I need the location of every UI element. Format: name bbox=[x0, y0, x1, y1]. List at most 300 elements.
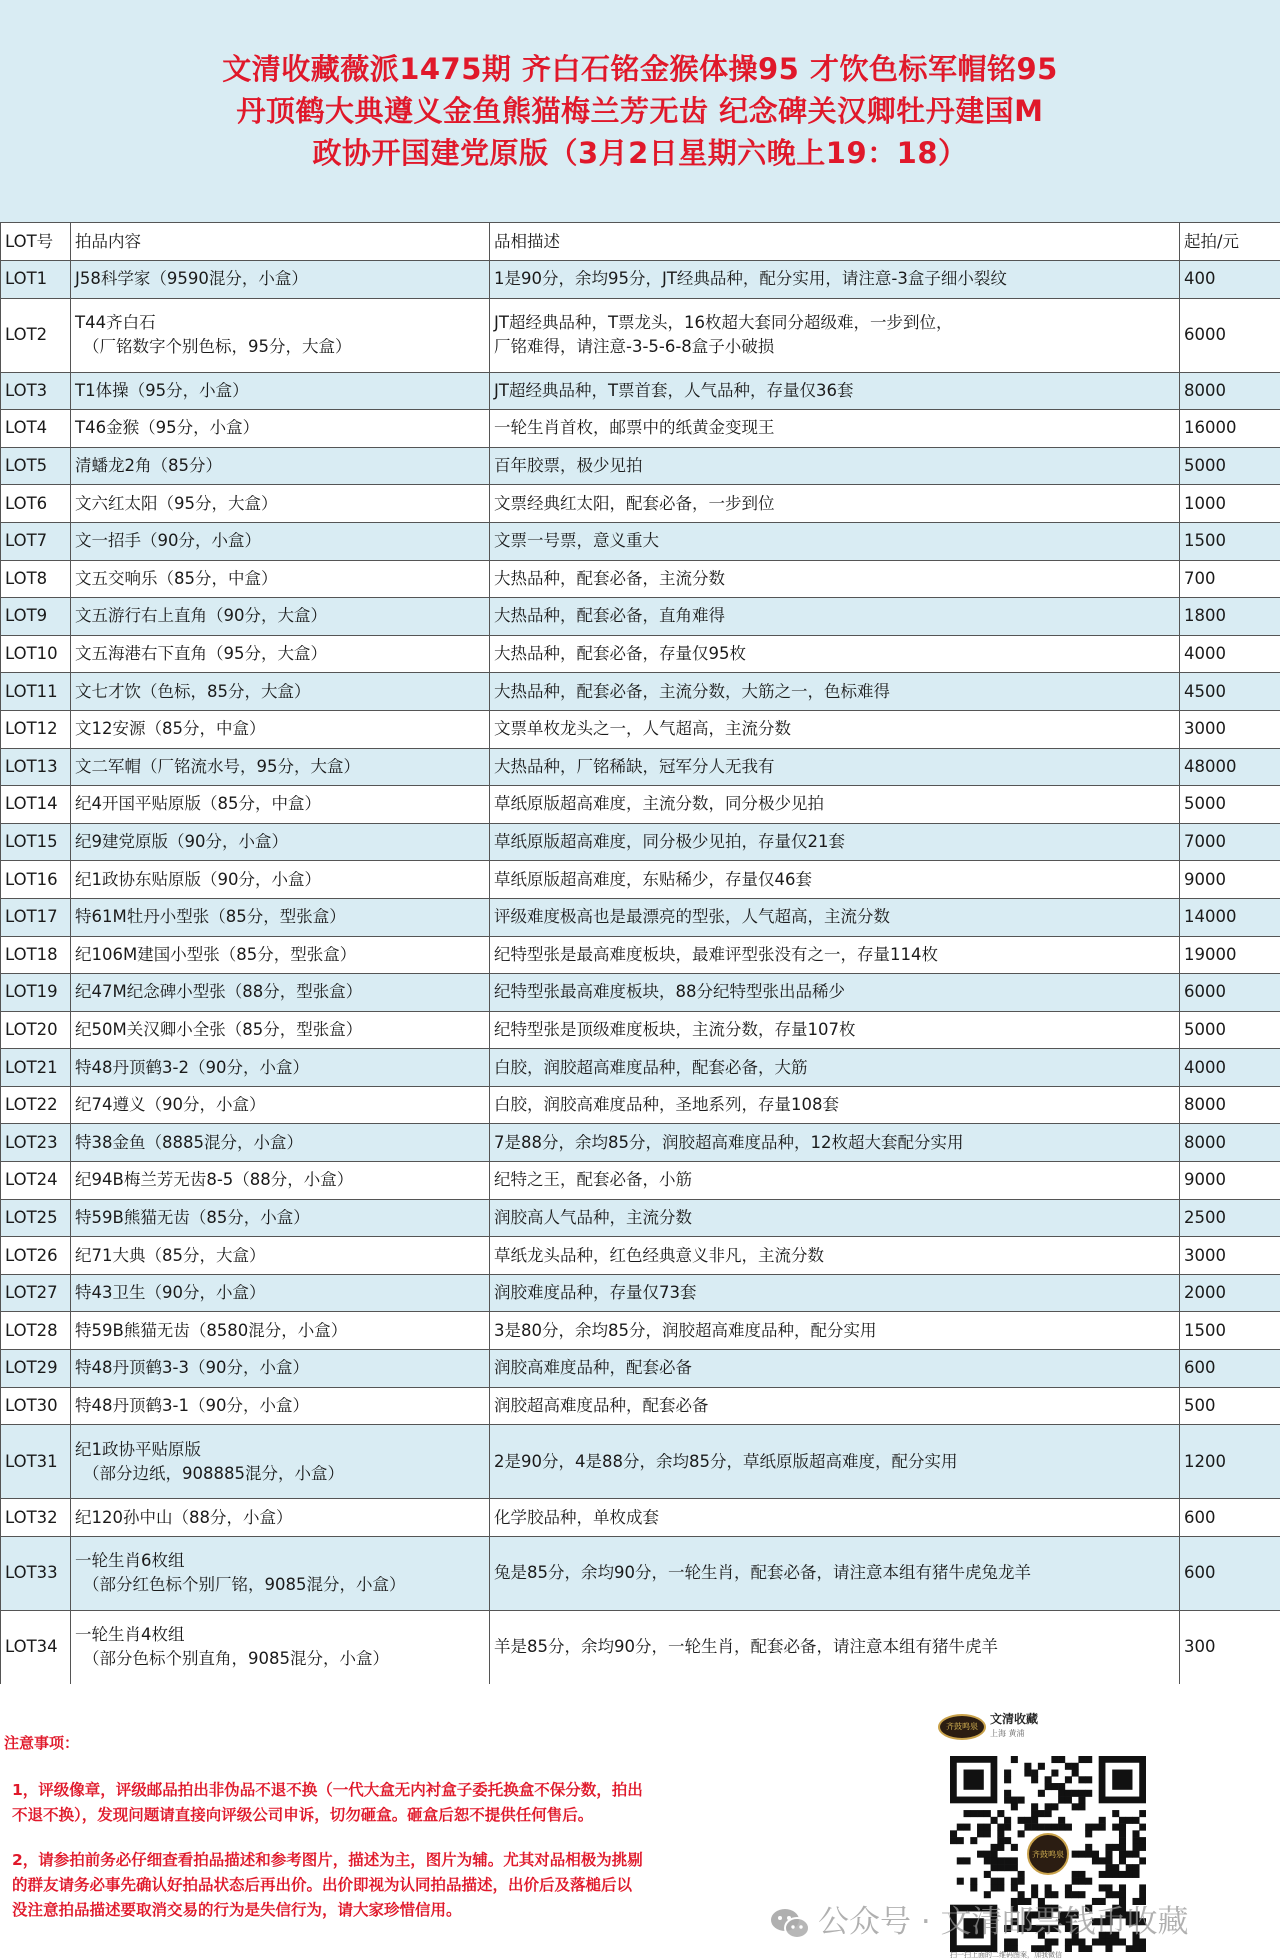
notes-section bbox=[0, 1684, 1280, 1959]
qr-caption: 扫一扫上面的二维码图案，加我微信 bbox=[950, 1950, 1146, 1960]
lot-desc: 文票一号票，意义重大 bbox=[494, 529, 1175, 553]
lot-item-detail: （部分边纸，908885混分，小盒） bbox=[75, 1462, 485, 1486]
lot-item-cell bbox=[71, 522, 490, 560]
lot-number-cell bbox=[1, 786, 71, 824]
lot-desc-cell bbox=[490, 710, 1180, 748]
lot-desc-cell bbox=[490, 1162, 1180, 1200]
lot-desc: 3是80分，余均85分，润胶超高难度品种，配分实用 bbox=[494, 1319, 1175, 1343]
lot-item-cell bbox=[71, 861, 490, 899]
lot-number-cell bbox=[1, 1049, 71, 1087]
lot-price: 5000 bbox=[1184, 456, 1226, 475]
lot-price: 48000 bbox=[1184, 757, 1237, 776]
lot-price: 300 bbox=[1184, 1637, 1216, 1656]
lot-number-cell bbox=[1, 936, 71, 974]
lot-item: 文二军帽（厂铭流水号，95分，大盒） bbox=[75, 755, 485, 779]
lot-desc: 1是90分，余均95分，JT经典品种，配分实用，请注意-3盒子细小裂纹 bbox=[494, 267, 1175, 291]
lot-desc: 纪特型张是最高难度板块，最难评型张没有之一，存量114枚 bbox=[494, 943, 1175, 967]
lot-item: 一轮生肖6枚组 bbox=[75, 1549, 485, 1573]
lot-desc-cell bbox=[490, 372, 1180, 410]
lot-price: 600 bbox=[1184, 1563, 1216, 1582]
lot-item-cell bbox=[71, 598, 490, 636]
lot-price: 400 bbox=[1184, 269, 1216, 288]
note-2-line-2: 的群友请务必事先确认好拍品状态后再出价。出价即视为认同拍品描述，出价后及落槌后以 bbox=[12, 1873, 772, 1898]
lot-price: 600 bbox=[1184, 1358, 1216, 1377]
lot-item-cell bbox=[71, 261, 490, 299]
lot-price-cell bbox=[1180, 936, 1280, 974]
lot-price-cell bbox=[1180, 861, 1280, 899]
lot-price: 2500 bbox=[1184, 1208, 1226, 1227]
lot-item-cell bbox=[71, 1312, 490, 1350]
lot-desc-cell bbox=[490, 898, 1180, 936]
lot-desc-cell bbox=[490, 410, 1180, 448]
lot-item-cell bbox=[71, 1049, 490, 1087]
lot-desc: 草纸龙头品种，红色经典意义非凡，主流分数 bbox=[494, 1244, 1175, 1268]
lot-number-cell bbox=[1, 1536, 71, 1610]
lot-item-cell bbox=[71, 748, 490, 786]
table-row bbox=[1, 1312, 1280, 1350]
lot-number: LOT13 bbox=[5, 757, 58, 776]
lot-number: LOT29 bbox=[5, 1358, 58, 1377]
lot-number: LOT10 bbox=[5, 644, 58, 663]
lot-number: LOT11 bbox=[5, 682, 58, 701]
lot-price-cell bbox=[1180, 1610, 1280, 1684]
lot-desc: 纪特型张最高难度板块，88分纪特型张出品稀少 bbox=[494, 980, 1175, 1004]
lot-item-cell bbox=[71, 1199, 490, 1237]
lot-number-cell bbox=[1, 974, 71, 1012]
lot-item: 特48丹顶鹤3-1（90分，小盒） bbox=[75, 1394, 485, 1418]
lot-item: 文12安源（85分，中盒） bbox=[75, 717, 485, 741]
lot-desc-cell bbox=[490, 748, 1180, 786]
lot-price-cell bbox=[1180, 1237, 1280, 1275]
lot-price-cell bbox=[1180, 410, 1280, 448]
lot-price-cell bbox=[1180, 1086, 1280, 1124]
lot-item: 文六红太阳（95分，大盒） bbox=[75, 492, 485, 516]
lot-price: 4500 bbox=[1184, 682, 1226, 701]
lot-item: 特48丹顶鹤3-2（90分，小盒） bbox=[75, 1056, 485, 1080]
lot-desc-cell bbox=[490, 560, 1180, 598]
lot-number-cell bbox=[1, 823, 71, 861]
lot-price-cell bbox=[1180, 748, 1280, 786]
brand-card bbox=[938, 1708, 1138, 1748]
note-1-line-1: 1，评级像章，评级邮品拍出非伪品不退不换（一代大盒无内衬盒子委托换盒不保分数，拍出 bbox=[12, 1778, 772, 1803]
lot-item: 纪9建党原版（90分，小盒） bbox=[75, 830, 485, 854]
lot-desc-cell bbox=[490, 1312, 1180, 1350]
lot-number-cell bbox=[1, 447, 71, 485]
lot-desc: 大热品种，厂铭稀缺，冠军分人无我有 bbox=[494, 755, 1175, 779]
lot-price: 16000 bbox=[1184, 418, 1237, 437]
lot-number-cell bbox=[1, 1425, 71, 1499]
lot-number-cell bbox=[1, 673, 71, 711]
table-row bbox=[1, 1124, 1280, 1162]
watermark-text: 公众号 · 文清邮票钱币收藏 bbox=[818, 1904, 1189, 1940]
lot-price-cell bbox=[1180, 1499, 1280, 1537]
lot-price-cell bbox=[1180, 1011, 1280, 1049]
lot-desc: 百年胶票，极少见拍 bbox=[494, 454, 1175, 478]
lot-number: LOT23 bbox=[5, 1133, 58, 1152]
lot-number-cell bbox=[1, 1011, 71, 1049]
lot-price-cell bbox=[1180, 1350, 1280, 1388]
lot-number: LOT25 bbox=[5, 1208, 58, 1227]
table-row bbox=[1, 1425, 1280, 1499]
lot-item-cell bbox=[71, 1387, 490, 1425]
lot-item-detail: （部分红色标个别厂铭，9085混分，小盒） bbox=[75, 1573, 485, 1597]
lot-item: 文一招手（90分，小盒） bbox=[75, 529, 485, 553]
table-row bbox=[1, 298, 1280, 372]
lot-number-cell bbox=[1, 522, 71, 560]
lot-desc-cell bbox=[490, 1387, 1180, 1425]
lot-desc: 文票单枚龙头之一，人气超高，主流分数 bbox=[494, 717, 1175, 741]
title-line-2: 丹顶鹤大典遵义金鱼熊猫梅兰芳无齿 纪念碑关汉卿牡丹建国M bbox=[237, 90, 1044, 132]
page-header bbox=[0, 0, 1280, 222]
lot-number-cell bbox=[1, 1199, 71, 1237]
brand-logo: 齐鼓鸣泉 bbox=[938, 1714, 986, 1740]
lot-number-cell bbox=[1, 1499, 71, 1537]
lot-number-cell bbox=[1, 1086, 71, 1124]
lot-number: LOT28 bbox=[5, 1321, 58, 1340]
table-row bbox=[1, 522, 1280, 560]
lot-desc: 草纸原版超高难度，同分极少见拍，存量仅21套 bbox=[494, 830, 1175, 854]
lot-item: 纪94B梅兰芳无齿8-5（88分，小盒） bbox=[75, 1168, 485, 1192]
lot-item-cell bbox=[71, 560, 490, 598]
lot-number: LOT30 bbox=[5, 1396, 58, 1415]
lot-price: 4000 bbox=[1184, 1058, 1226, 1077]
lot-item: 纪71大典（85分，大盒） bbox=[75, 1244, 485, 1268]
lot-item-cell bbox=[71, 1536, 490, 1610]
note-1 bbox=[12, 1778, 772, 1828]
lot-price-cell bbox=[1180, 1162, 1280, 1200]
lot-number-cell bbox=[1, 560, 71, 598]
lot-desc-cell bbox=[490, 1536, 1180, 1610]
lot-price-cell bbox=[1180, 522, 1280, 560]
lot-item-detail: （厂铭数字个别色标，95分，大盒） bbox=[75, 335, 485, 359]
lot-desc: 大热品种，配套必备，主流分数，大筋之一，色标难得 bbox=[494, 680, 1175, 704]
note-2 bbox=[12, 1848, 772, 1923]
lot-item-cell bbox=[71, 786, 490, 824]
lot-price-cell bbox=[1180, 1312, 1280, 1350]
lot-number: LOT4 bbox=[5, 418, 47, 437]
lot-number: LOT8 bbox=[5, 569, 47, 588]
lot-desc-cell bbox=[490, 1086, 1180, 1124]
lot-number: LOT22 bbox=[5, 1095, 58, 1114]
lot-item: T1体操（95分，小盒） bbox=[75, 379, 485, 403]
lot-price: 5000 bbox=[1184, 794, 1226, 813]
lot-price-cell bbox=[1180, 898, 1280, 936]
lot-price-cell bbox=[1180, 560, 1280, 598]
col-header-price: 起拍/元 bbox=[1180, 223, 1280, 261]
lot-price-cell bbox=[1180, 1274, 1280, 1312]
table-row bbox=[1, 447, 1280, 485]
lot-item-cell bbox=[71, 1610, 490, 1684]
lot-item-cell bbox=[71, 635, 490, 673]
table-row bbox=[1, 1610, 1280, 1684]
lot-desc-cell bbox=[490, 598, 1180, 636]
col-header-desc: 品相描述 bbox=[490, 223, 1180, 261]
lot-price-cell bbox=[1180, 598, 1280, 636]
lot-item: 特48丹顶鹤3-3（90分，小盒） bbox=[75, 1356, 485, 1380]
table-row bbox=[1, 748, 1280, 786]
lot-item: 特38金鱼（8885混分，小盒） bbox=[75, 1131, 485, 1155]
table-row bbox=[1, 898, 1280, 936]
lot-number: LOT24 bbox=[5, 1170, 58, 1189]
lot-item: 一轮生肖4枚组 bbox=[75, 1623, 485, 1647]
lot-number-cell bbox=[1, 1124, 71, 1162]
lot-number-cell bbox=[1, 261, 71, 299]
lot-number: LOT26 bbox=[5, 1246, 58, 1265]
table-row bbox=[1, 635, 1280, 673]
lot-number-cell bbox=[1, 1162, 71, 1200]
lot-item: 特59B熊猫无齿（85分，小盒） bbox=[75, 1206, 485, 1230]
lot-desc: 大热品种，配套必备，主流分数 bbox=[494, 567, 1175, 591]
lot-number: LOT27 bbox=[5, 1283, 58, 1302]
lot-item-cell bbox=[71, 1274, 490, 1312]
lot-price-cell bbox=[1180, 786, 1280, 824]
lot-desc: 羊是85分，余均90分，一轮生肖，配套必备，请注意本组有猪牛虎羊 bbox=[494, 1635, 1175, 1659]
lot-price: 7000 bbox=[1184, 832, 1226, 851]
table-row bbox=[1, 1536, 1280, 1610]
lot-item: 纪4开国平贴原版（85分，中盒） bbox=[75, 792, 485, 816]
lot-number: LOT19 bbox=[5, 982, 58, 1001]
table-row bbox=[1, 1049, 1280, 1087]
lot-item: 特43卫生（90分，小盒） bbox=[75, 1281, 485, 1305]
lot-desc-cell bbox=[490, 1049, 1180, 1087]
lot-number: LOT17 bbox=[5, 907, 58, 926]
lot-item: 纪1政协平贴原版 bbox=[75, 1438, 485, 1462]
lot-desc: 草纸原版超高难度，主流分数，同分极少见拍 bbox=[494, 792, 1175, 816]
lot-desc-line-2: 厂铭难得，请注意-3-5-6-8盒子小破损 bbox=[494, 335, 1175, 359]
lot-desc-cell bbox=[490, 673, 1180, 711]
lot-desc-cell bbox=[490, 786, 1180, 824]
lot-desc-cell bbox=[490, 1199, 1180, 1237]
table-row bbox=[1, 1387, 1280, 1425]
lot-desc: 2是90分，4是88分，余均85分，草纸原版超高难度，配分实用 bbox=[494, 1450, 1175, 1474]
lot-item: 纪74遵义（90分，小盒） bbox=[75, 1093, 485, 1117]
lot-item-cell bbox=[71, 710, 490, 748]
note-2-line-3: 没注意拍品描述要取消交易的行为是失信行为，请大家珍惜信用。 bbox=[12, 1898, 772, 1923]
lot-number: LOT33 bbox=[5, 1563, 58, 1582]
lot-desc: 评级难度极高也是最漂亮的型张，人气超高，主流分数 bbox=[494, 905, 1175, 929]
lot-item: 文五游行右上直角（90分，大盒） bbox=[75, 604, 485, 628]
lot-price: 9000 bbox=[1184, 870, 1226, 889]
lot-price-cell bbox=[1180, 485, 1280, 523]
lot-price: 600 bbox=[1184, 1508, 1216, 1527]
lot-price: 5000 bbox=[1184, 1020, 1226, 1039]
lot-desc: 文票经典红太阳，配套必备，一步到位 bbox=[494, 492, 1175, 516]
lot-desc: 润胶高难度品种，配套必备 bbox=[494, 1356, 1175, 1380]
lot-desc: 润胶高人气品种，主流分数 bbox=[494, 1206, 1175, 1230]
lot-number-cell bbox=[1, 1274, 71, 1312]
lot-desc-cell bbox=[490, 485, 1180, 523]
lot-item-detail: （部分色标个别直角，9085混分，小盒） bbox=[75, 1647, 485, 1671]
lot-price: 19000 bbox=[1184, 945, 1237, 964]
lot-price: 14000 bbox=[1184, 907, 1237, 926]
lot-item-cell bbox=[71, 1086, 490, 1124]
lot-number-cell bbox=[1, 1387, 71, 1425]
lot-price: 500 bbox=[1184, 1396, 1216, 1415]
table-row bbox=[1, 560, 1280, 598]
lot-item: 文七才饮（色标，85分，大盒） bbox=[75, 680, 485, 704]
table-row bbox=[1, 936, 1280, 974]
lot-price: 3000 bbox=[1184, 719, 1226, 738]
lot-item: 特59B熊猫无齿（8580混分，小盒） bbox=[75, 1319, 485, 1343]
lot-item-cell bbox=[71, 1350, 490, 1388]
lot-desc: 兔是85分，余均90分，一轮生肖，配套必备，请注意本组有猪牛虎兔龙羊 bbox=[494, 1561, 1175, 1585]
watermark bbox=[770, 1896, 1189, 1941]
lot-number: LOT1 bbox=[5, 269, 47, 288]
lot-price: 1800 bbox=[1184, 606, 1226, 625]
table-row bbox=[1, 710, 1280, 748]
lot-price: 3000 bbox=[1184, 1246, 1226, 1265]
lot-item: 文五交响乐（85分，中盒） bbox=[75, 567, 485, 591]
lot-price: 6000 bbox=[1184, 325, 1226, 344]
lot-number-cell bbox=[1, 898, 71, 936]
lot-number: LOT12 bbox=[5, 719, 58, 738]
lot-desc: 纪特之王，配套必备，小筋 bbox=[494, 1168, 1175, 1192]
lot-price: 6000 bbox=[1184, 982, 1226, 1001]
lot-number-cell bbox=[1, 598, 71, 636]
lot-item-cell bbox=[71, 1499, 490, 1537]
lot-price: 1200 bbox=[1184, 1452, 1226, 1471]
table-row bbox=[1, 1237, 1280, 1275]
lot-item: 纪1政协东贴原版（90分，小盒） bbox=[75, 868, 485, 892]
lot-item-cell bbox=[71, 485, 490, 523]
lot-price: 1500 bbox=[1184, 1321, 1226, 1340]
note-2-line-1: 2，请参拍前务必仔细查看拍品描述和参考图片，描述为主，图片为辅。尤其对品相极为挑剔 bbox=[12, 1848, 772, 1873]
lot-item-cell bbox=[71, 1162, 490, 1200]
table-row bbox=[1, 1274, 1280, 1312]
lot-price: 1000 bbox=[1184, 494, 1226, 513]
lot-number-cell bbox=[1, 748, 71, 786]
brand-name: 文清收藏 bbox=[990, 1710, 1038, 1727]
lot-item-cell bbox=[71, 898, 490, 936]
table-row bbox=[1, 786, 1280, 824]
title-line-3: 政协开国建党原版（3月2日星期六晚上19：18） bbox=[312, 132, 967, 174]
lot-item-cell bbox=[71, 372, 490, 410]
lot-item-cell bbox=[71, 823, 490, 861]
lot-desc: 化学胶品种，单枚成套 bbox=[494, 1506, 1175, 1530]
lot-desc-cell bbox=[490, 861, 1180, 899]
lot-desc: 纪特型张是顶级难度板块，主流分数，存量107枚 bbox=[494, 1018, 1175, 1042]
lot-desc: JT超经典品种，T票龙头，16枚超大套同分超级难，一步到位， bbox=[494, 311, 1175, 335]
lot-price-cell bbox=[1180, 673, 1280, 711]
qr-center-label: 齐鼓鸣泉 bbox=[1032, 1849, 1064, 1859]
lot-item: 文五海港右下直角（95分，大盒） bbox=[75, 642, 485, 666]
lot-desc-cell bbox=[490, 1350, 1180, 1388]
lot-number-cell bbox=[1, 1350, 71, 1388]
lot-price: 1500 bbox=[1184, 531, 1226, 550]
lot-number: LOT7 bbox=[5, 531, 47, 550]
wechat-icon bbox=[770, 1907, 810, 1941]
lot-price-cell bbox=[1180, 1199, 1280, 1237]
lot-desc-cell bbox=[490, 522, 1180, 560]
lot-desc-cell bbox=[490, 447, 1180, 485]
lot-price: 8000 bbox=[1184, 1095, 1226, 1114]
lot-desc: 大热品种，配套必备，直角难得 bbox=[494, 604, 1175, 628]
lot-price: 2000 bbox=[1184, 1283, 1226, 1302]
lot-price-cell bbox=[1180, 635, 1280, 673]
title-line-1: 文清收藏薇派1475期 齐白石铭金猴体操95 才饮色标军帽铭95 bbox=[222, 48, 1058, 90]
table-row bbox=[1, 823, 1280, 861]
lot-number: LOT14 bbox=[5, 794, 58, 813]
lot-price-cell bbox=[1180, 372, 1280, 410]
lot-desc-cell bbox=[490, 1425, 1180, 1499]
lot-number-cell bbox=[1, 410, 71, 448]
lot-number: LOT31 bbox=[5, 1452, 58, 1471]
lot-desc: 润胶难度品种，存量仅73套 bbox=[494, 1281, 1175, 1305]
lot-price-cell bbox=[1180, 447, 1280, 485]
lot-price-cell bbox=[1180, 1049, 1280, 1087]
lot-price: 700 bbox=[1184, 569, 1216, 588]
col-header-lot: LOT号 bbox=[1, 223, 71, 261]
lot-number-cell bbox=[1, 635, 71, 673]
lot-price-cell bbox=[1180, 823, 1280, 861]
lot-number: LOT20 bbox=[5, 1020, 58, 1039]
lot-desc: 大热品种，配套必备，存量仅95枚 bbox=[494, 642, 1175, 666]
lot-price: 4000 bbox=[1184, 644, 1226, 663]
lot-item: T44齐白石 bbox=[75, 311, 485, 335]
lot-desc: 草纸原版超高难度，东贴稀少，存量仅46套 bbox=[494, 868, 1175, 892]
table-row bbox=[1, 673, 1280, 711]
lot-number: LOT5 bbox=[5, 456, 47, 475]
lot-item-cell bbox=[71, 447, 490, 485]
lot-desc-cell bbox=[490, 936, 1180, 974]
lot-desc: 7是88分，余均85分，润胶超高难度品种，12枚超大套配分实用 bbox=[494, 1131, 1175, 1155]
lot-number: LOT34 bbox=[5, 1637, 58, 1656]
table-row bbox=[1, 598, 1280, 636]
lot-price-cell bbox=[1180, 1425, 1280, 1499]
lot-desc-cell bbox=[490, 261, 1180, 299]
table-header-row bbox=[1, 223, 1280, 261]
lot-price-cell bbox=[1180, 710, 1280, 748]
table-row bbox=[1, 1499, 1280, 1537]
lot-number-cell bbox=[1, 710, 71, 748]
lot-number: LOT32 bbox=[5, 1508, 58, 1527]
lot-desc-cell bbox=[490, 1274, 1180, 1312]
lot-item: 清蟠龙2角（85分） bbox=[75, 454, 485, 478]
lot-desc: 白胶，润胶超高难度品种，配套必备，大筋 bbox=[494, 1056, 1175, 1080]
lot-price: 8000 bbox=[1184, 1133, 1226, 1152]
lot-desc: 白胶，润胶高难度品种，圣地系列，存量108套 bbox=[494, 1093, 1175, 1117]
lot-item-cell bbox=[71, 1425, 490, 1499]
notes-title: 注意事项： bbox=[4, 1732, 79, 1753]
lot-price: 9000 bbox=[1184, 1170, 1226, 1189]
lot-number: LOT21 bbox=[5, 1058, 58, 1077]
lot-price-cell bbox=[1180, 261, 1280, 299]
table-row bbox=[1, 485, 1280, 523]
lot-desc-cell bbox=[490, 1011, 1180, 1049]
lot-item-cell bbox=[71, 1237, 490, 1275]
table-row bbox=[1, 261, 1280, 299]
lot-desc-cell bbox=[490, 974, 1180, 1012]
lot-desc-cell bbox=[490, 1237, 1180, 1275]
lot-number: LOT3 bbox=[5, 381, 47, 400]
lot-number: LOT15 bbox=[5, 832, 58, 851]
lot-table bbox=[0, 222, 1280, 1685]
lot-number: LOT2 bbox=[5, 325, 47, 344]
lot-desc: 一轮生肖首枚，邮票中的纸黄金变现王 bbox=[494, 416, 1175, 440]
lot-number-cell bbox=[1, 861, 71, 899]
lot-item-cell bbox=[71, 1011, 490, 1049]
lot-item: J58科学家（9590混分，小盒） bbox=[75, 267, 485, 291]
table-row bbox=[1, 372, 1280, 410]
lot-number-cell bbox=[1, 485, 71, 523]
lot-price-cell bbox=[1180, 1124, 1280, 1162]
lot-item: 纪106M建国小型张（85分，型张盒） bbox=[75, 943, 485, 967]
lot-item-cell bbox=[71, 298, 490, 372]
lot-item-cell bbox=[71, 1124, 490, 1162]
table-row bbox=[1, 1162, 1280, 1200]
table-row bbox=[1, 410, 1280, 448]
lot-number: LOT16 bbox=[5, 870, 58, 889]
